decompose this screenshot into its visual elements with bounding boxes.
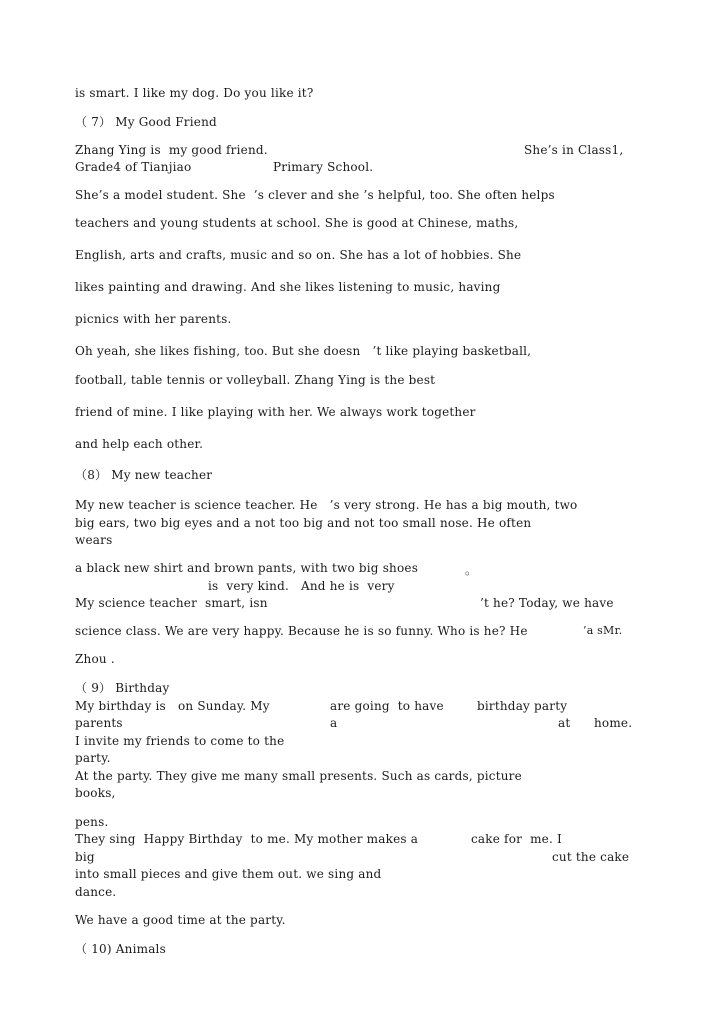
text-line: and help each other. — [75, 437, 204, 451]
text-line: I invite my friends to come to the — [75, 734, 285, 748]
text-line: English, arts and crafts, music and so on. She has a lot of hobbies. She — [75, 248, 522, 262]
text-line: science class. We are very happy. Because he is so funny. Who is he? He — [75, 624, 528, 638]
text-line: Grade4 of Tianjiao — [75, 160, 192, 174]
text-line: football, table tennis or volleyball. Zhang Ying is the best — [75, 373, 436, 387]
text-line: wears — [75, 533, 113, 547]
text-line: teachers and young students at school. She is good at Chinese, maths, — [75, 216, 519, 230]
text-line: Oh yeah, she likes fishing, too. But she doesn ’t like playing basketball, — [75, 344, 532, 358]
text-line: books, — [75, 786, 116, 800]
text-line: likes painting and drawing. And she likes listening to music, having — [75, 280, 501, 294]
text-line: We have a good time at the party. — [75, 913, 286, 927]
section-heading: （8） My new teacher — [75, 468, 213, 482]
text-line: She’s in Class1, — [524, 143, 624, 157]
text-line: picnics with her parents. — [75, 312, 232, 326]
text-line: 。 — [465, 563, 478, 577]
text-line: a — [330, 716, 338, 730]
text-line: party. — [75, 751, 111, 765]
text-line: into small pieces and give them out. we sing and — [75, 867, 382, 881]
section-heading: （ 9） Birthday — [75, 681, 170, 695]
text-line: My science teacher smart, isn — [75, 596, 268, 610]
text-line: They sing Happy Birthday to me. My mother makes a — [75, 832, 419, 846]
text-line: dance. — [75, 885, 117, 899]
text-line: She’s a model student. She ’s clever and she ’s helpful, too. She often helps — [75, 188, 555, 202]
text-line: ’t he? Today, we have — [480, 596, 614, 610]
text-line: friend of mine. I like playing with her. We always work together — [75, 405, 476, 419]
text-line: big ears, two big eyes and a not too big and not too small nose. He often — [75, 516, 532, 530]
text-line: Zhou . — [75, 652, 115, 666]
section-heading: （ 10) Animals — [75, 942, 166, 956]
text-line: Zhang Ying is my good friend. — [75, 143, 268, 157]
text-line: Primary School. — [273, 160, 374, 174]
text-line: At the party. They give me many small presents. Such as cards, picture — [75, 769, 522, 783]
section-heading: （ 7） My Good Friend — [75, 115, 217, 129]
text-line: home. — [594, 716, 633, 730]
text-line: is very kind. And he is very — [208, 579, 395, 593]
text-line: My birthday is on Sunday. My — [75, 699, 270, 713]
text-line: pens. — [75, 815, 109, 829]
text-line: cake for me. I — [471, 832, 562, 846]
text-line: parents — [75, 716, 123, 730]
text-line: are going to have — [330, 699, 444, 713]
text-line: My new teacher is science teacher. He ’s very strong. He has a big mouth, two — [75, 498, 578, 512]
text-line: is smart. I like my dog. Do you like it? — [75, 86, 314, 100]
text-line: birthday party — [477, 699, 568, 713]
text-line: cut the cake — [552, 850, 630, 864]
text-line: a black new shirt and brown pants, with two big shoes — [75, 561, 419, 575]
text-line: big — [75, 850, 95, 864]
text-line: ’a sMr. — [583, 624, 623, 637]
text-line: at — [558, 716, 571, 730]
